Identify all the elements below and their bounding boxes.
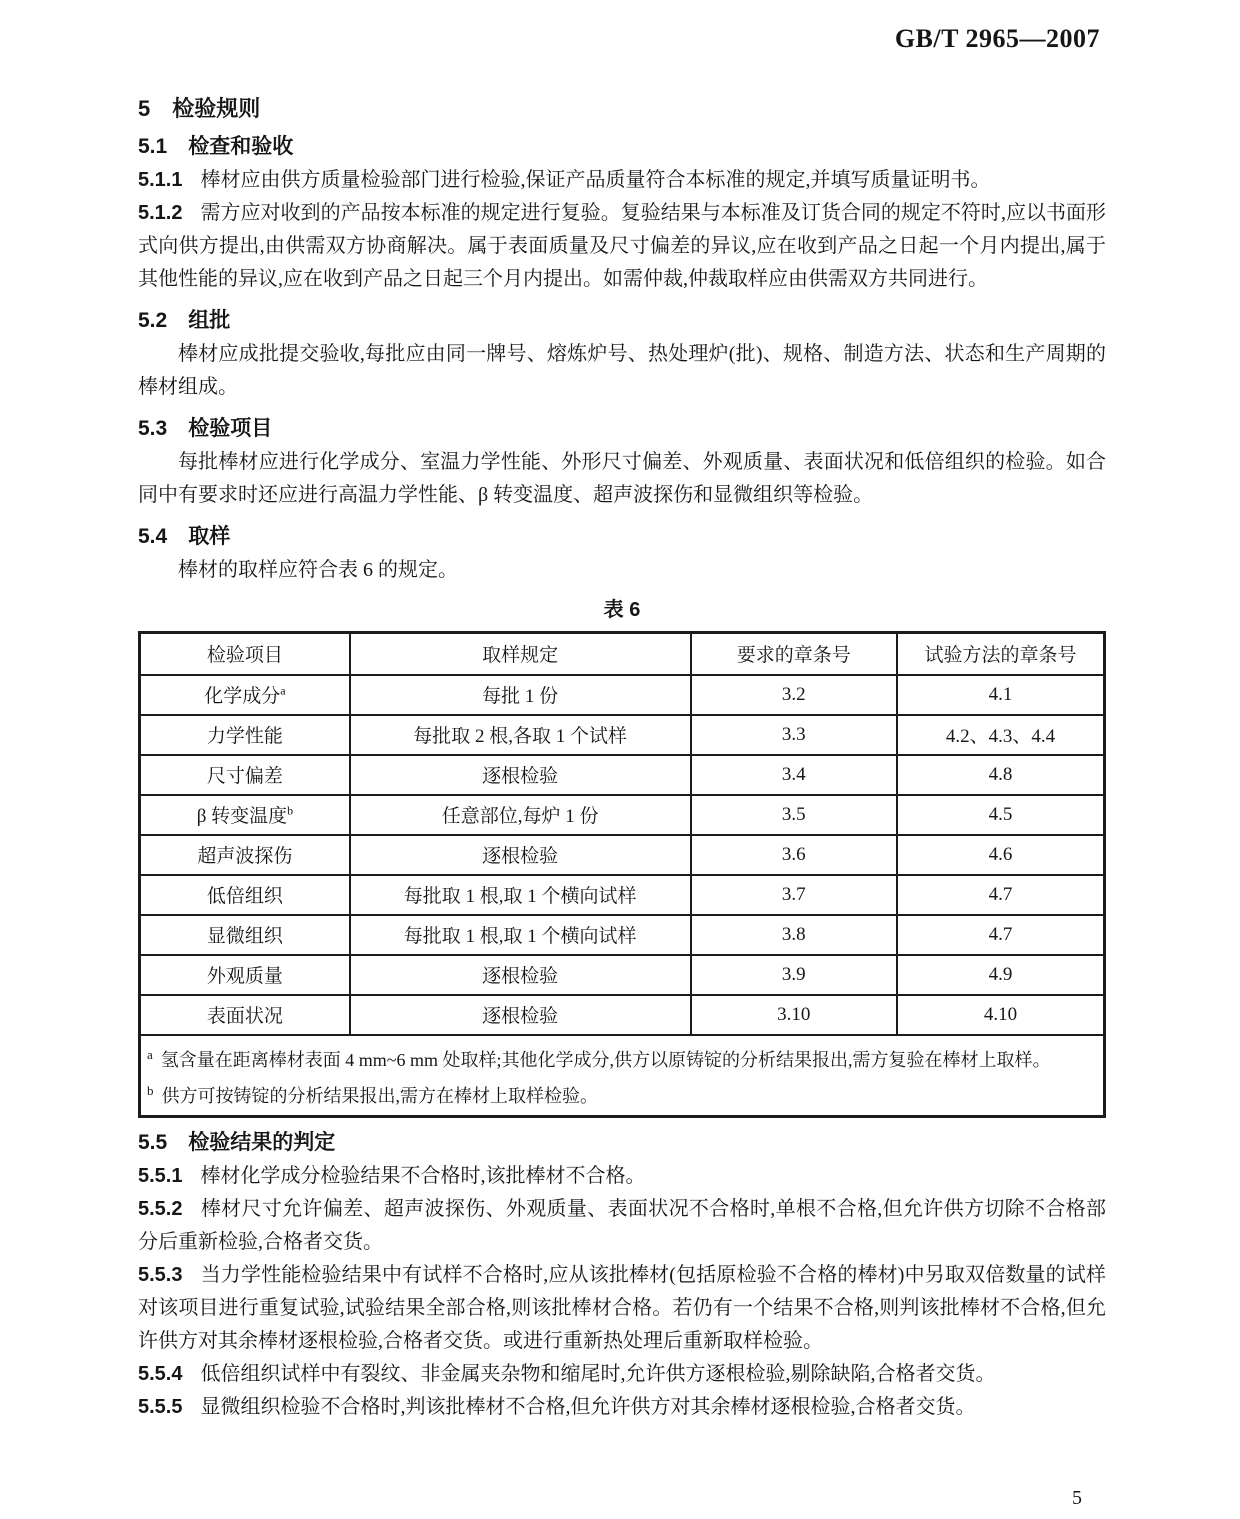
- cell-method: 4.1: [897, 675, 1105, 715]
- clause-5-5-3-text: 当力学性能检验结果中有试样不合格时,应从该批棒材(包括原检验不合格的棒材)中另取双倍数量的试样对该项目进行重复试验,试验结果全部合格,则该批棒材合格。若仍有一个结果不合格,则判该批棒材不合格,但允许供方对其余棒材逐根检验,合格者交货。或进行重新热处理后重新取样检验。: [138, 1263, 1106, 1352]
- cell-sampling: 每批取 2 根,各取 1 个试样: [350, 715, 691, 755]
- table-row: [140, 755, 1105, 795]
- col-header-item: 检验项目: [140, 633, 350, 675]
- page-number: 5: [1072, 1487, 1082, 1509]
- heading-5-3-number: 5.3: [138, 417, 168, 440]
- cell-sampling: 逐根检验: [350, 835, 691, 875]
- clause-5-5-2-text: 棒材尺寸允许偏差、超声波探伤、外观质量、表面状况不合格时,单根不合格,但允许供方切除不合格部分后重新检验,合格者交货。: [138, 1197, 1106, 1253]
- cell-method: 4.9: [897, 955, 1105, 995]
- table-footnote-row: [140, 1035, 1105, 1117]
- cell-method: 4.7: [897, 875, 1105, 915]
- clause-5-1-2-number: 5.1.2: [138, 202, 183, 224]
- clause-5-5-1-number: 5.5.1: [138, 1164, 183, 1187]
- paragraph-5-3: 每批棒材应进行化学成分、室温力学性能、外形尺寸偏差、外观质量、表面状况和低倍组织的检验。如合同中有要求时还应进行高温力学性能、β 转变温度、超声波探伤和显微组织等检验。: [138, 451, 1106, 506]
- cell-method: 4.8: [897, 755, 1105, 795]
- clause-5-1-1-number: 5.1.1: [138, 169, 183, 191]
- table-footnotes: [140, 1035, 1105, 1117]
- cell-method: 4.7: [897, 915, 1105, 955]
- cell-item: 尺寸偏差: [140, 755, 350, 795]
- clause-5-5-4: [138, 1358, 1106, 1391]
- heading-5-5-number: 5.5: [138, 1130, 168, 1154]
- cell-sampling: 每批 1 份: [350, 675, 691, 715]
- cell-item: 超声波探伤: [140, 835, 350, 875]
- footnote-a-marker: a: [147, 1046, 153, 1062]
- heading-5-3: [138, 416, 1106, 442]
- cell-sampling: 每批取 1 根,取 1 个横向试样: [350, 875, 691, 915]
- clause-5-5-5: [138, 1391, 1106, 1424]
- cell-requirement: 3.6: [691, 835, 898, 875]
- footnote-ref-a: a: [280, 683, 286, 698]
- cell-item: 外观质量: [140, 955, 350, 995]
- cell-requirement: 3.7: [691, 875, 898, 915]
- col-header-sampling: 取样规定: [350, 633, 691, 675]
- clause-5-1-2: [138, 197, 1106, 296]
- clause-5-5-5-number: 5.5.5: [138, 1395, 183, 1418]
- clause-5-5-4-text: 低倍组织试样中有裂纹、非金属夹杂物和缩尾时,允许供方逐根检验,剔除缺陷,合格者交货。: [200, 1362, 996, 1385]
- table-row: [140, 915, 1105, 955]
- table-row: [140, 715, 1105, 755]
- heading-5-4-number: 5.4: [138, 525, 168, 548]
- table-row: [140, 795, 1105, 835]
- heading-5-1: [138, 134, 1106, 160]
- cell-sampling: 逐根检验: [350, 955, 691, 995]
- heading-5-4: [138, 524, 1106, 550]
- cell-requirement: 3.10: [691, 995, 898, 1035]
- clause-5-5-2: [138, 1193, 1106, 1259]
- heading-5-title: 检验规则: [172, 96, 261, 121]
- heading-5-2-title: 组批: [188, 309, 231, 332]
- col-header-requirement: 要求的章条号: [691, 633, 898, 675]
- heading-5-2: [138, 308, 1106, 334]
- table-row: [140, 835, 1105, 875]
- cell-item: β 转变温度$^b$: [140, 795, 350, 835]
- cell-method: 4.6: [897, 835, 1105, 875]
- cell-method: 4.10: [897, 995, 1105, 1035]
- cell-requirement: 3.9: [691, 955, 898, 995]
- clause-5-5-5-text: 显微组织检验不合格时,判该批棒材不合格,但允许供方对其余棒材逐根检验,合格者交货。: [200, 1395, 976, 1418]
- heading-5-5-title: 检验结果的判定: [188, 1130, 336, 1154]
- footnote-b-text: 供方可按铸锭的分析结果报出,需方在棒材上取样检验。: [161, 1085, 598, 1106]
- cell-sampling: 逐根检验: [350, 995, 691, 1035]
- cell-method: 4.2、4.3、4.4: [897, 715, 1105, 755]
- table-row: [140, 955, 1105, 995]
- cell-sampling: 任意部位,每炉 1 份: [350, 795, 691, 835]
- cell-requirement: 3.4: [691, 755, 898, 795]
- cell-requirement: 3.2: [691, 675, 898, 715]
- heading-5-1-number: 5.1: [138, 135, 168, 158]
- table-6: [138, 631, 1106, 1118]
- table-header-row: [140, 633, 1105, 675]
- clause-5-1-2-text: 需方应对收到的产品按本标准的规定进行复验。复验结果与本标准及订货合同的规定不符时,应以书面形式向供方提出,由供需双方协商解决。属于表面质量及尺寸偏差的异议,应在收到产品之日起一个月内提出,属于其他性能的异议,应在收到产品之日起三个月内提出。如需仲裁,仲裁取样应由供需双方共同进行。: [138, 202, 1106, 290]
- footnote-b: [147, 1077, 1097, 1110]
- cell-item: 显微组织: [140, 915, 350, 955]
- cell-requirement: 3.3: [691, 715, 898, 755]
- page-content: [138, 0, 1106, 1424]
- footnote-b-marker: b: [147, 1082, 154, 1098]
- cell-requirement: 3.8: [691, 915, 898, 955]
- cell-sampling: 逐根检验: [350, 755, 691, 795]
- heading-5-2-number: 5.2: [138, 309, 168, 332]
- table-row: [140, 675, 1105, 715]
- paragraph-5-4: 棒材的取样应符合表 6 的规定。: [178, 559, 458, 581]
- clause-5-5-4-number: 5.5.4: [138, 1362, 183, 1385]
- clause-5-5-3-number: 5.5.3: [138, 1263, 183, 1286]
- footnote-ref-b: b: [287, 803, 294, 818]
- table-6-caption: 表 6: [603, 599, 641, 621]
- footnote-a-text: 氢含量在距离棒材表面 4 mm~6 mm 处取样;其他化学成分,供方以原铸锭的分析结果报出,需方复验在棒材上取样。: [160, 1049, 1051, 1070]
- col-header-method: 试验方法的章条号: [897, 633, 1105, 675]
- table-row: [140, 875, 1105, 915]
- heading-5-number: 5: [138, 96, 151, 121]
- clause-5-5-1: [138, 1160, 1106, 1193]
- cell-item: 表面状况: [140, 995, 350, 1035]
- clause-5-5-3: [138, 1259, 1106, 1358]
- heading-5-1-title: 检查和验收: [188, 135, 294, 158]
- table-row: [140, 995, 1105, 1035]
- cell-item: 化学成分$^a$: [140, 675, 350, 715]
- heading-5-4-title: 取样: [188, 525, 231, 548]
- clause-5-5-2-number: 5.5.2: [138, 1197, 183, 1220]
- cell-sampling: 每批取 1 根,取 1 个横向试样: [350, 915, 691, 955]
- cell-requirement: 3.5: [691, 795, 898, 835]
- footnote-a: [147, 1041, 1097, 1074]
- standard-code: GB/T 2965—2007: [894, 24, 1100, 53]
- clause-5-5-1-text: 棒材化学成分检验结果不合格时,该批棒材不合格。: [200, 1164, 646, 1187]
- heading-5: [138, 0, 1106, 122]
- clause-5-1-1: [138, 164, 1106, 197]
- cell-method: 4.5: [897, 795, 1105, 835]
- cell-item: 低倍组织: [140, 875, 350, 915]
- heading-5-5: [138, 1130, 1106, 1156]
- paragraph-5-2: 棒材应成批提交验收,每批应由同一牌号、熔炼炉号、热处理炉(批)、规格、制造方法、状态和生产周期的棒材组成。: [138, 343, 1106, 398]
- clause-5-1-1-text: 棒材应由供方质量检验部门进行检验,保证产品质量符合本标准的规定,并填写质量证明书。: [200, 169, 991, 191]
- cell-item: 力学性能: [140, 715, 350, 755]
- heading-5-3-title: 检验项目: [188, 417, 273, 440]
